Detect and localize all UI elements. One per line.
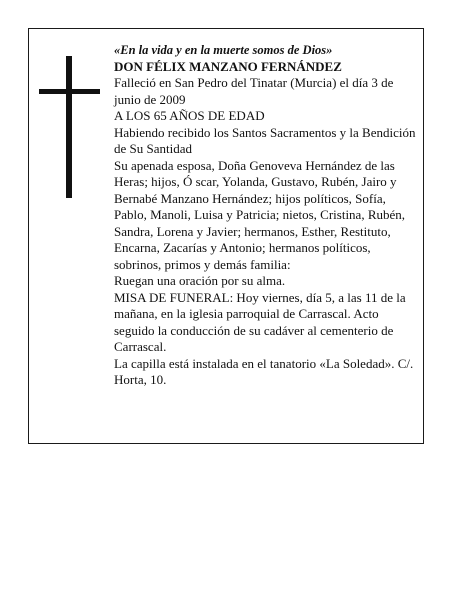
notice-text-block — [114, 42, 416, 389]
deceased-name: DON FÉLIX MANZANO FERNÁNDEZ — [114, 58, 342, 74]
religious-motto: «En la vida y en la muerte somos de Dios» — [114, 43, 333, 57]
cross-icon — [39, 56, 100, 198]
age-at-death: A LOS 65 AÑOS DE EDAD — [114, 108, 265, 123]
sacraments-note: Habiendo recibido los Santos Sacramentos y la Bendición de Su Santidad — [114, 124, 416, 156]
obituary-notice — [28, 28, 424, 444]
cross-vertical-bar — [66, 56, 72, 198]
funeral-mass-info: MISA DE FUNERAL: Hoy viernes, día 5, a las 11 de la mañana, en la iglesia parroquial de Carrascal. Acto seguido la conducción de su cadáver al cementerio de Carrascal. — [114, 289, 406, 354]
death-info: Falleció en San Pedro del Tinatar (Murcia) el día 3 de junio de 2009 — [114, 75, 394, 107]
chapel-location: La capilla está instalada en el tanatorio «La Soledad». C/. Horta, 10. — [114, 355, 414, 387]
family-list: Su apenada esposa, Doña Genoveva Hernández de las Heras; hijos, Ó scar, Yolanda, Gustavo, Rubén, Jairo y Bernabé Manzano Hernández; hijos políticos, Sofía, Pablo, Manoli, Luisa y Patricia; nietos, Cristina, Rubén, Sandra, Lorena y Javier; hermanos, Esther, Restituto, Encarna, Zacarías y Antonio; hermanos políticos, sobrinos, primos y demás familia: — [114, 157, 406, 272]
prayer-request: Ruegan una oración por su alma. — [114, 273, 286, 288]
cross-horizontal-bar — [39, 89, 100, 94]
